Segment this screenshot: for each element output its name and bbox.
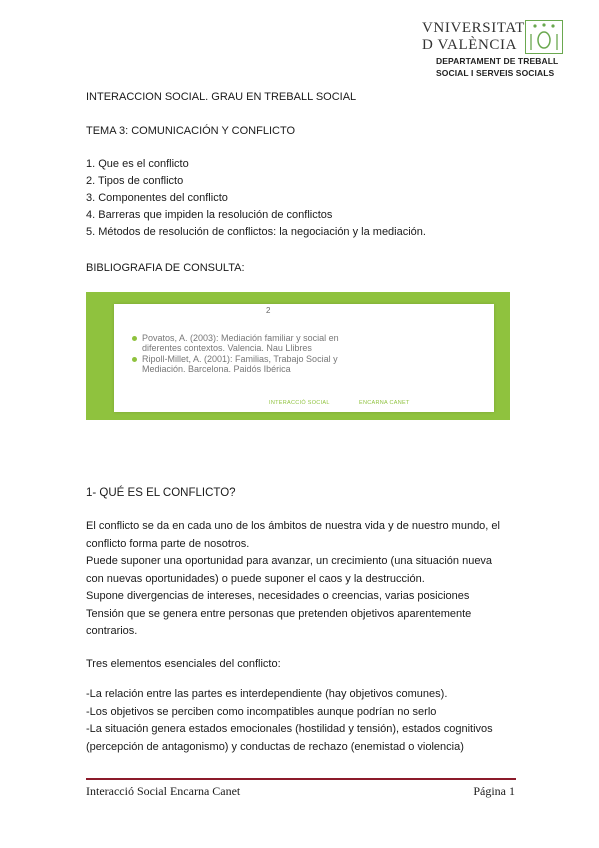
department-name-line2: SOCIAL I SERVEIS SOCIALS [436,68,555,78]
toc-item: 4. Barreras que impiden la resolución de conflictos [86,209,333,221]
paragraph-line: Supone divergencias de intereses, necesidades o creencias, varias posiciones [86,590,470,602]
university-emblem-icon [525,20,563,54]
university-logo [420,18,585,80]
paragraph-line: conflicto forma parte de nosotros. [86,537,250,550]
bibliography-heading: BIBLIOGRAFIA DE CONSULTA: [86,262,245,274]
course-title: INTERACCION SOCIAL. GRAU EN TREBALL SOCIAL [86,91,357,103]
paragraph-line: con nuevas oportunidades) o puede suponer el caos y la destrucción. [86,572,425,585]
logo-text-line1: VNIVERSITAT [422,20,525,36]
slide-footer-author: ENCARNA CANET [359,400,410,406]
paragraph-definition [86,518,516,641]
elements-list [86,686,516,756]
paragraph-line: contrarios. [86,625,138,637]
footer-divider [86,778,516,780]
slide-number: 2 [266,306,271,315]
element-line: -La relación entre las partes es interdependiente (hay objetivos comunes). [86,688,448,700]
element-line: (percepción de antagonismo) y conductas de rechazo (enemistad o violencia) [86,740,464,753]
paragraph-line: El conflicto se da en cada uno de los ámbitos de nuestra vida y de nuestro mundo, el [86,520,500,532]
bibliography-slide-image [86,292,510,420]
table-of-contents [86,156,426,241]
toc-item: 2. Tipos de conflicto [86,175,184,187]
slide-bullet-list [132,334,377,376]
topic-title: TEMA 3: COMUNICACIÓN Y CONFLICTO [86,125,296,137]
department-name-line1: DEPARTAMENT DE TREBALL [436,56,559,66]
paragraph-line: Puede suponer una oportunidad para avanzar, un crecimiento (una situación nueva [86,555,493,567]
slide-footer-course: INTERACCIÓ SOCIAL [269,400,330,406]
elements-intro: Tres elementos esenciales del conflicto: [86,658,281,670]
page-number: Página 1 [473,784,515,798]
element-line: -La situación genera estados emocionales (hostilidad y tensión), estados cognitivos [86,723,493,735]
logo-text-line2: D VALÈNCIA [422,37,518,53]
slide-bullet [132,334,377,353]
toc-item: 3. Componentes del conflicto [86,192,228,204]
slide-bullet-text: Povatos, A. (2003): Mediación familiar y social en diferentes contextos. Valencia. Nau Llibres [142,333,339,353]
paragraph-line: Tensión que se genera entre personas que pretenden objetivos aparentemente [86,607,472,620]
slide-bullet-text: Ripoll-Millet, A. (2001): Familias, Trabajo Social y Mediación. Barcelona. Paidós Ibérica [142,354,338,374]
bullet-dot-icon [132,336,137,341]
toc-item: 5. Métodos de resolución de conflictos: la negociación y la mediación. [86,226,426,238]
slide-card [114,304,494,412]
slide-bullet [132,355,377,374]
section-heading: 1- QUÉ ES EL CONFLICTO? [86,487,236,499]
element-line: -Los objetivos se perciben como incompatibles aunque podrían no serlo [86,705,437,718]
toc-item: 1. Que es el conflicto [86,158,189,170]
footer-course-author: Interacció Social Encarna Canet [86,784,241,798]
bullet-dot-icon [132,357,137,362]
